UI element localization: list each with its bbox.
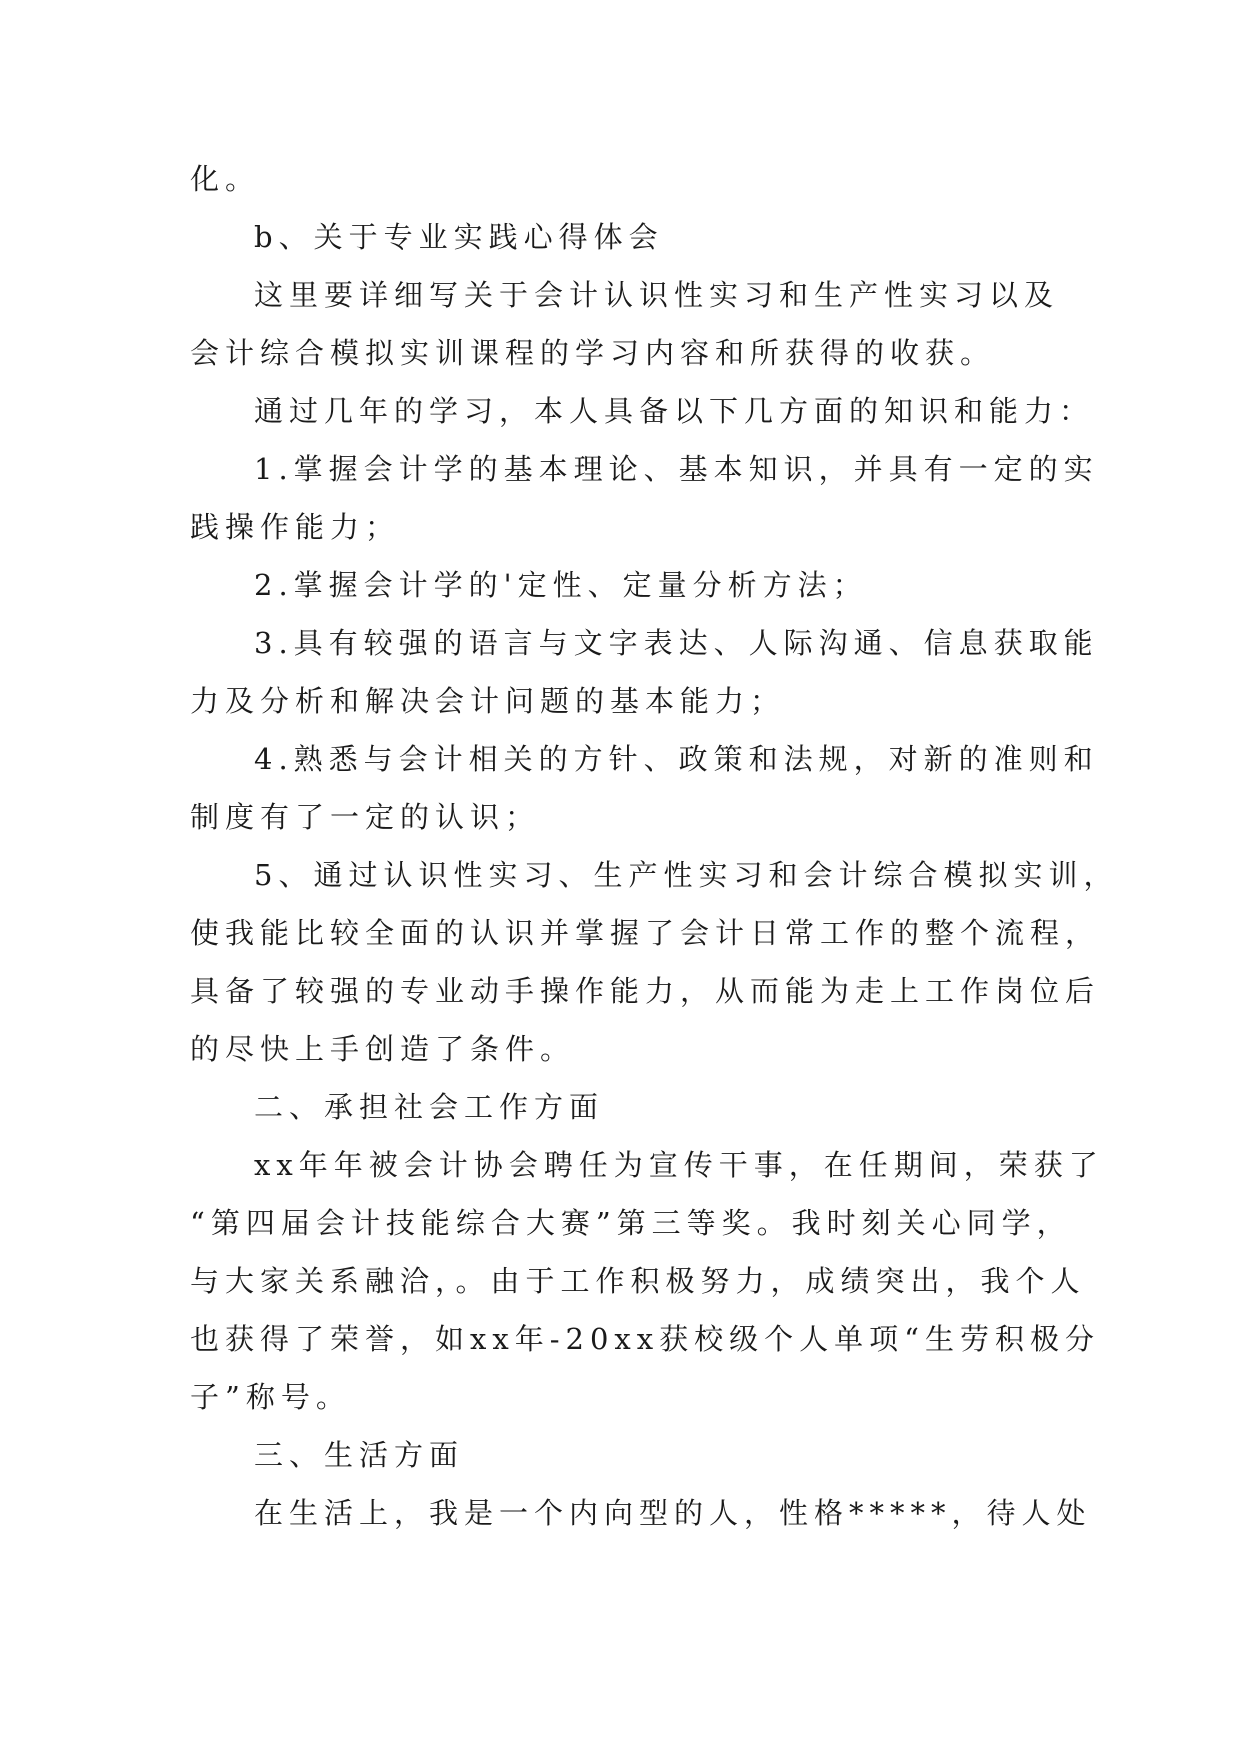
text-line: 的尽快上手创造了条件。 bbox=[190, 1032, 576, 1066]
text-line: 使我能比较全面的认识并掌握了会计日常工作的整个流程， bbox=[190, 916, 1101, 950]
text-line: 会计综合模拟实训课程的学习内容和所获得的收获。 bbox=[190, 336, 996, 370]
text-line: 通过几年的学习，本人具备以下几方面的知识和能力： bbox=[254, 394, 1095, 428]
text-line: 在生活上，我是一个内向型的人，性格*****，待人处 bbox=[254, 1496, 1092, 1530]
text-line: 也获得了荣誉，如xx年-20xx获校级个人单项“生劳积极分 bbox=[190, 1322, 1100, 1356]
text-line: 三、生活方面 bbox=[254, 1438, 465, 1472]
text-line: 这里要详细写关于会计认识性实习和生产性实习以及 bbox=[254, 278, 1060, 312]
text-line: 3.具有较强的语言与文字表达、人际沟通、信息获取能 bbox=[254, 626, 1099, 660]
text-line: 践操作能力； bbox=[190, 510, 401, 544]
text-line: 1.掌握会计学的基本理论、基本知识，并具有一定的实 bbox=[254, 452, 1099, 486]
text-line: 具备了较强的专业动手操作能力，从而能为走上工作岗位后 bbox=[190, 974, 1101, 1008]
text-line: 5、通过认识性实习、生产性实习和会计综合模拟实训， bbox=[254, 858, 1119, 892]
text-line: xx年年被会计协会聘任为宣传干事，在任期间，荣获了 bbox=[254, 1148, 1104, 1182]
text-line: 化。 bbox=[190, 162, 261, 196]
text-line: 与大家关系融洽，。由于工作积极努力，成绩突出，我个人 bbox=[190, 1264, 1086, 1298]
text-line: “第四届会计技能综合大赛”第三等奖。我时刻关心同学， bbox=[190, 1206, 1072, 1240]
text-line: 制度有了一定的认识； bbox=[190, 800, 541, 834]
text-line: 力及分析和解决会计问题的基本能力； bbox=[190, 684, 786, 718]
text-line: b、关于专业实践心得体会 bbox=[254, 220, 664, 254]
text-line: 4.熟悉与会计相关的方针、政策和法规，对新的准则和 bbox=[254, 742, 1099, 776]
text-line: 2.掌握会计学的'定性、定量分析方法； bbox=[254, 568, 868, 602]
text-line: 子”称号。 bbox=[190, 1380, 351, 1414]
text-line: 二、承担社会工作方面 bbox=[254, 1090, 605, 1124]
document-body bbox=[190, 150, 1119, 1542]
